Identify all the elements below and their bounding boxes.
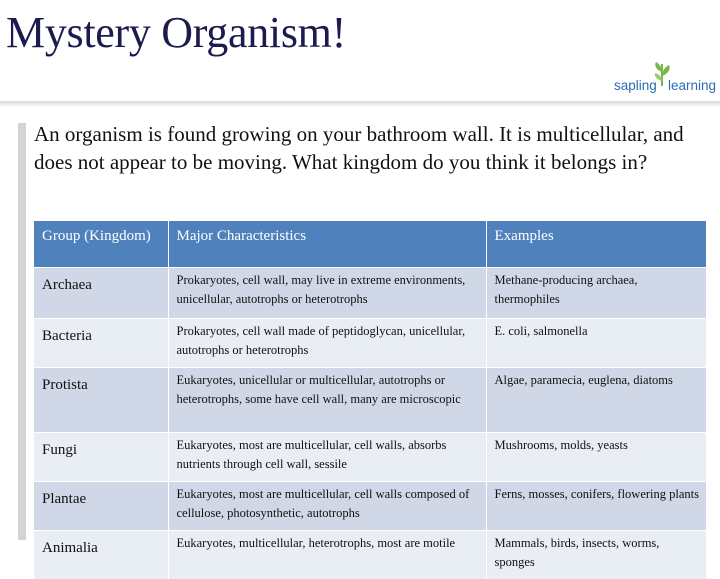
- row-examples: Mammals, birds, insects, worms, sponges: [486, 531, 706, 579]
- side-accent-bar: [18, 123, 26, 540]
- row-characteristics: Eukaryotes, most are multicellular, cell walls, absorbs nutrients through cell wall, sessile: [168, 433, 486, 482]
- row-examples: Algae, paramecia, euglena, diatoms: [486, 368, 706, 433]
- table-row: [34, 433, 706, 482]
- question-text: An organism is found growing on your bathroom wall. It is multicellular, and does not appear to be moving. What kingdom do you think it belongs in?: [34, 120, 714, 176]
- kingdom-table: [34, 221, 707, 579]
- row-group: Protista: [34, 368, 168, 433]
- row-characteristics: Eukaryotes, most are multicellular, cell walls composed of cellulose, photosynthetic, autotrophs: [168, 482, 486, 531]
- header-examples: Examples: [486, 221, 706, 268]
- table-row: [34, 319, 706, 368]
- row-group: Plantae: [34, 482, 168, 531]
- row-characteristics: Eukaryotes, multicellular, heterotrophs, most are motile: [168, 531, 486, 579]
- row-group: Fungi: [34, 433, 168, 482]
- row-examples: E. coli, salmonella: [486, 319, 706, 368]
- row-characteristics: Eukaryotes, unicellular or multicellular, autotrophs or heterotrophs, some have cell wall, many are microscopic: [168, 368, 486, 433]
- row-examples: Mushrooms, molds, yeasts: [486, 433, 706, 482]
- table-row: [34, 368, 706, 433]
- row-examples: Methane-producing archaea, thermophiles: [486, 268, 706, 319]
- table-row: [34, 531, 706, 579]
- table-row: [34, 268, 706, 319]
- row-characteristics: Prokaryotes, cell wall, may live in extreme environments, unicellular, autotrophs or heterotrophs: [168, 268, 486, 319]
- svg-text:sapling: sapling: [614, 78, 657, 93]
- row-group: Bacteria: [34, 319, 168, 368]
- sapling-learning-logo: [612, 60, 718, 96]
- header-group: Group (Kingdom): [34, 221, 168, 268]
- header-characteristics: Major Characteristics: [168, 221, 486, 268]
- row-group: Animalia: [34, 531, 168, 579]
- row-group: Archaea: [34, 268, 168, 319]
- slide-title: Mystery Organism!: [6, 6, 346, 60]
- title-divider: [0, 101, 720, 106]
- row-characteristics: Prokaryotes, cell wall made of peptidoglycan, unicellular, autotrophs or heterotrophs: [168, 319, 486, 368]
- table-header-row: [34, 221, 706, 268]
- row-examples: Ferns, mosses, conifers, flowering plants: [486, 482, 706, 531]
- table-row: [34, 482, 706, 531]
- svg-text:learning: learning: [668, 78, 716, 93]
